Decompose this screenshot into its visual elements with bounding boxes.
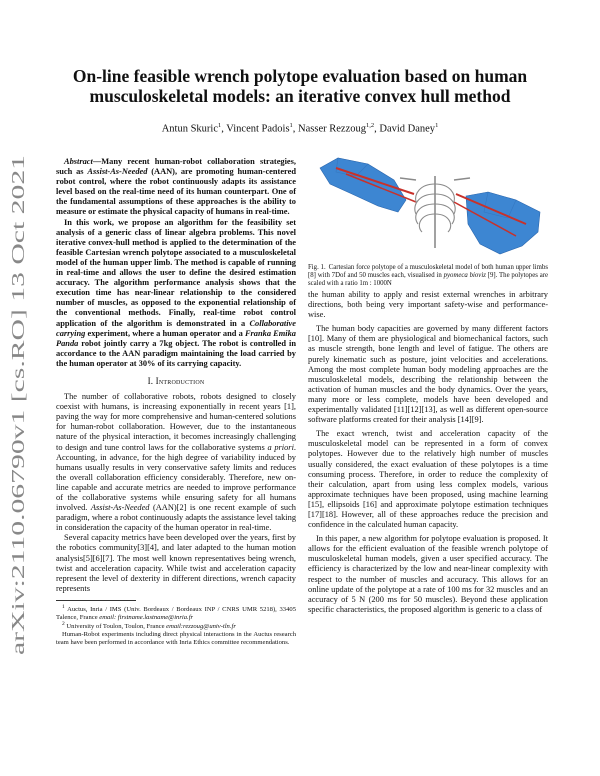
author-name: Vincent Padois (226, 123, 290, 135)
abstract-emphasis: Franka Emika Panda (56, 328, 296, 348)
abstract-text: —Many recent human-robot collaboration strategies, such as (56, 157, 296, 177)
footnote-rule (56, 600, 136, 601)
left-column (56, 157, 296, 646)
body-paragraph: the human ability to apply and resist external wrenches in arbitrary directions, both being very important safety-wise and performance-wise. (308, 290, 548, 320)
right-column (308, 290, 548, 615)
author-list: Antun Skuric$^1$, Vincent Padois$^1$, Nasser Rezzoug$^{1,2}$, David Daney$^1$ (161, 122, 439, 135)
figure-1-caption (308, 264, 548, 288)
footnote-text: Auctus, Inria / IMS (Univ. Bordeaux / Bordeaux INP / CNRS UMR 5218), 33405 Talence, France (56, 606, 296, 621)
body-text: (AAN)[2] is one recent example of such paradigm, where a robot continuously adapts the assistance level taking in consideration the capacity of the human operator in real-time. (56, 503, 297, 533)
footnote: $^1$ Auctus, Inria / IMS (Univ. Bordeaux / Bordeaux INP / CNRS UMR 5218), 33405 Talence, France email: firstname.lastname@inria.fr (56, 603, 296, 621)
body-paragraph (56, 392, 296, 533)
body-text: . Accounting, in advance, for the high degree of variability induced by humans usually results in very conservative safety limits and reduces the overall collaboration efficiency considerably. Therefore, new on-line capable and accurate metrics are needed to improve performance of the collaborative systems while ensuring safety for all humans involved. (56, 442, 296, 513)
caption-emphasis: pyomeca bioviz (443, 272, 486, 279)
rib-cage-icon (400, 176, 470, 248)
abstract-emphasis: Collaborative carrying (56, 318, 296, 338)
footnote-text: University of Toulon, Toulon, France (66, 623, 167, 631)
abstract-paragraph (56, 157, 296, 218)
polytope-visualization (316, 150, 544, 262)
body-paragraph: In this paper, a new algorithm for polytope evaluation is proposed. It allows for the efficient evaluation of the feasible wrench polytope of musculoskeletal human models, given a user specified accuracy. The efficiency is characterized by the low and near-linear complexity with respect to the number of muscles and accuracy. This allows for an online update of the polytope at a rate of 100 ms for 32 muscles and an accuracy of 5 N (200 ms for 50 muscles). Beyond these application specific characteristics, the proposed algorithm is generic to a class of (308, 534, 548, 614)
body-paragraph: The human body capacities are governed by many different factors [10]. Many of them are physiological and biomechanical factors, such as muscle strength, bone length and level of fatigue. The others are purely kinematic such as posture, joint velocities and accelerations. Among the most complete human body modeling approaches are the musculoskeletal models, describing the relationship between the activation of human muscles and the body dynamics. Over the years, many more or less complete, models have been developed and experimentally validated [11][12][13], as well as different open-source software platforms created for their analysis [14][9]. (308, 324, 548, 425)
abstract-emphasis: Assist-As-Needed (87, 167, 148, 177)
abstract-paragraph (56, 218, 296, 369)
arxiv-stamp (2, 140, 32, 660)
body-text: The number of collaborative robots, robots designed to closely coexist with humans, is increasing exponentially in recent years [1], paving the way for more comprehensive and human-centered solutions for human-robot collaboration. However, due to the instantaneous nature of the physical interaction, it becomes increasingly challenging to design and tune control laws for the collaborative systems (56, 392, 296, 452)
author-affiliation: 1,2 (365, 122, 375, 129)
author-affiliation: 1 (435, 122, 439, 129)
author-affiliation: 1 (217, 122, 222, 129)
section-heading: I. Introduction (147, 375, 205, 386)
caption-text: Cartesian force polytope of a musculoskeletal model of both human upper limbs [8] with 7Dof and 50 muscles each, visualised in (308, 264, 548, 279)
body-emphasis: a priori (267, 442, 294, 452)
footnote: Human-Robot experiments including direct physical interactions in the Auctus research team have been performed in accordance with Inria Ethics committee recommendations. (56, 631, 296, 646)
abstract-text: In this work, we propose an algorithm for the feasibility set analysis of a generic class of linear algebra problems. This novel iterative convex-hull method is applied to the determination of the feasible Cartesian wrench polytope associated to a musculoskeletal model of the human upper limb. The method is capable of running in real-time and allows the user to define the desired estimation accuracy. The algorithm performance analysis shows that the execution time has near-linear relationship to the considered number of muscles, as opposed to the exponential relationship of the conventional methods. Finally, real-time robot control application of the algorithm is demonstrated in a (56, 217, 296, 328)
footnotes (56, 604, 296, 646)
paper-title: On-line feasible wrench polytope evaluation based on human musculoskeletal models: an iterative convex hull method (72, 66, 528, 106)
abstract-text: (AAN), are promoting human-centered robot control, where the robot continuously adapts its assistance level based on the real-time need of its human counterpart. One of the fundamental assumptions of these approaches is the ability to measure or estimate the physical capacity of humans in real-time. (56, 167, 296, 217)
footnote-email: email: firstname.lastname@inria.fr (99, 613, 194, 621)
footnote: $^2$ University of Toulon, Toulon, France email:rezzoug@univ-tln.fr (62, 621, 236, 631)
figure-label: Fig. 1. (308, 264, 326, 271)
figure-1-image (316, 150, 544, 262)
author-name: Nasser Rezzoug (298, 123, 366, 135)
abstract-text: robot jointly carry a 7kg object. The robot is controlled in accordance to the AAN paradigm maintaining the load carried by the human operator at 30% of its carrying capacity. (56, 338, 296, 368)
body-paragraph: Several capacity metrics have been developed over the years, first by the robotics community[3][4], and later adapted to the human motion analysis[5][6][7]. The most well known representatives being wrench, twist and acceleration capacity. While twist and acceleration capacity represent the level of dexterity in different directions, wrench capacity represents (56, 533, 296, 593)
abstract-label: Abstract (64, 157, 93, 166)
author-affiliation: 1 (289, 122, 293, 129)
footnote-email: email:rezzoug@univ-tln.fr (166, 623, 236, 631)
arxiv-stamp-text: arXiv:2110.06790v1 [cs.RO] 13 Oct 2021 (8, 360, 28, 655)
body-emphasis: Assist-As-Needed (90, 503, 150, 513)
author-name: Antun Skuric (161, 123, 218, 135)
abstract-text: experiment, where a human operator and a (85, 328, 245, 338)
author-name: David Daney (379, 123, 436, 135)
body-paragraph: The exact wrench, twist and acceleration capacity of the musculoskeletal model can be represented in a form of convex polytopes. However due to the relatively high number of muscles usually considered, the exact evaluation of these polytopes is a time consuming process. Therefore, in order to reduce the complexity of their calculation, apart from using less complex models, various approximate techniques have been proposed, using machine learning [15], ellipsoids [16] and approximate polytope estimation techniques [17][18]. However, all of these approaches reduce the precision and confidence in the calculated human capacity. (308, 429, 548, 530)
caption-text: [9]. The polytopes are scaled with a ratio 1m : 1000N (308, 272, 548, 287)
